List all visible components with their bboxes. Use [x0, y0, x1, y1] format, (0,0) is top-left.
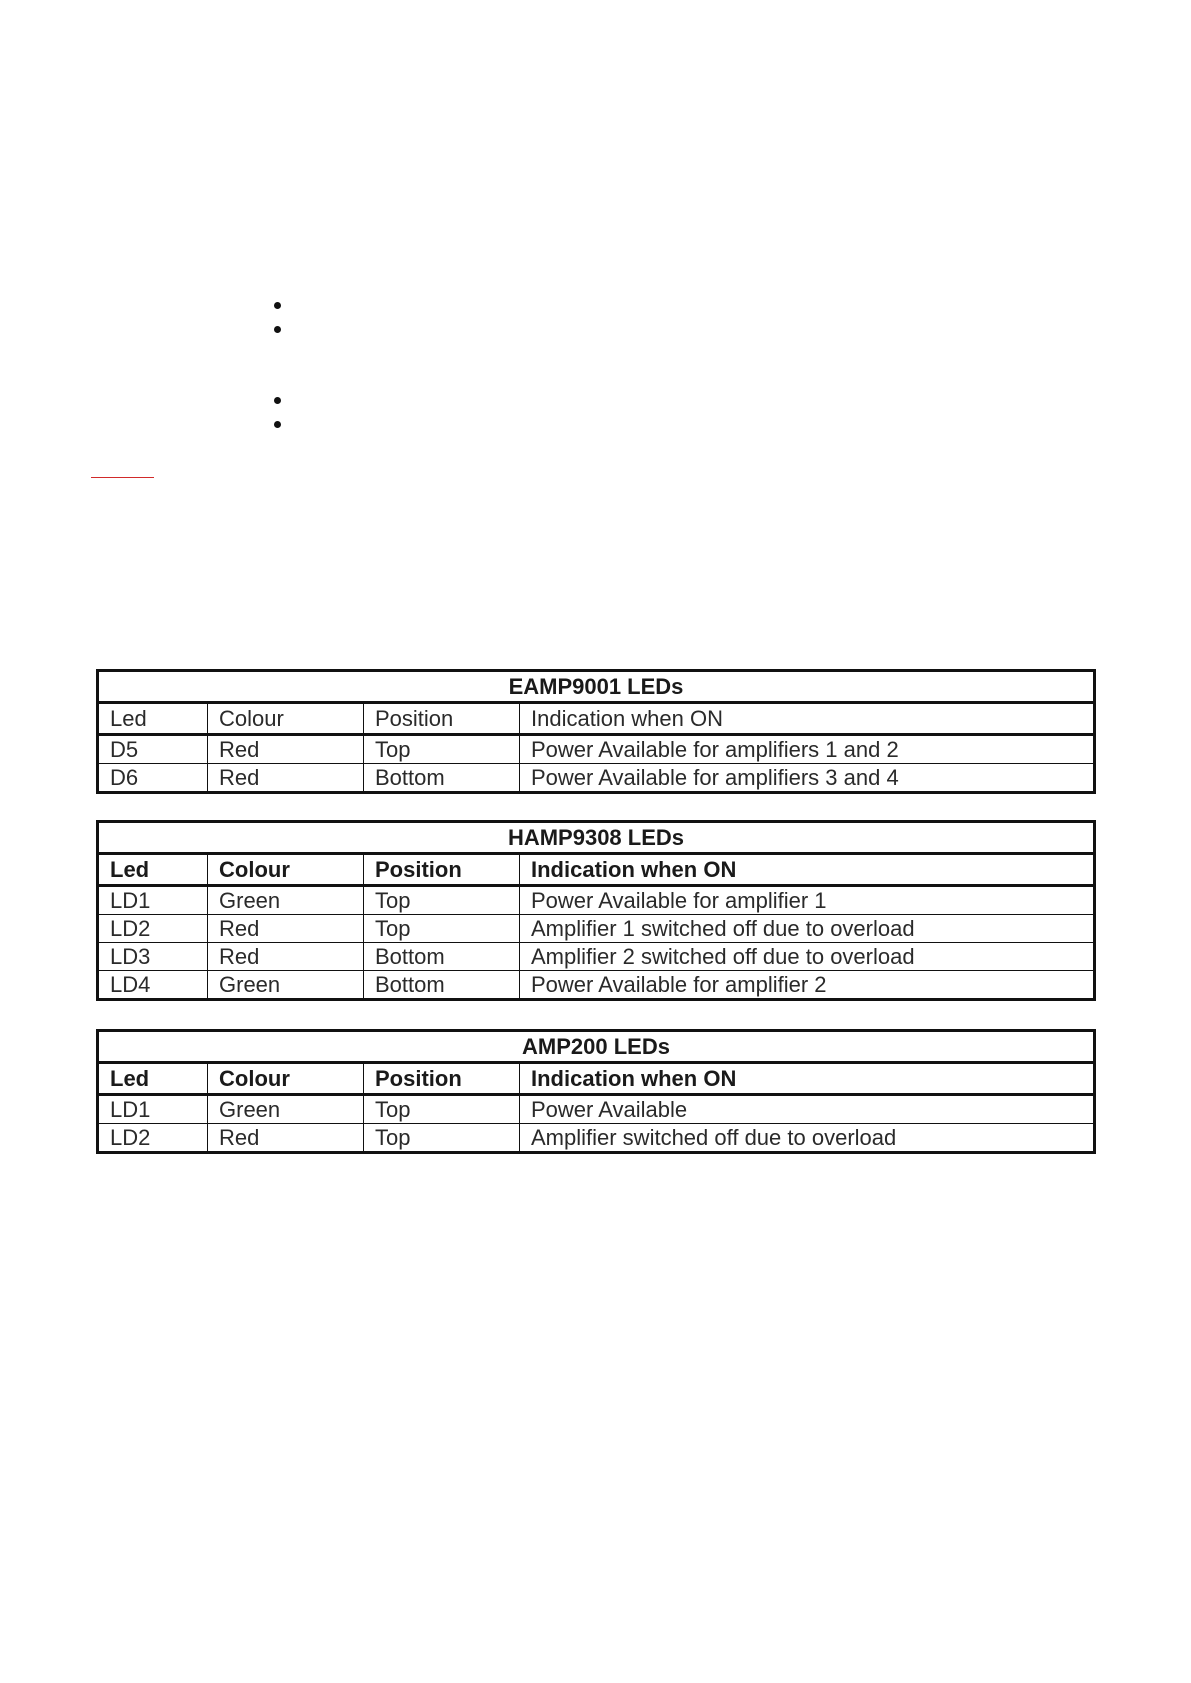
cell-position: Top	[364, 1124, 520, 1153]
hamp9308-led-table	[96, 820, 1096, 1001]
bullet-point	[274, 397, 281, 404]
cell-indication: Power Available	[520, 1095, 1095, 1124]
table-row	[98, 1095, 1095, 1124]
cell-led: LD2	[98, 1124, 208, 1153]
column-header-indication: Indication when ON	[520, 703, 1095, 735]
column-header-colour: Colour	[208, 854, 364, 886]
cell-led: LD1	[98, 886, 208, 915]
column-header-led: Led	[98, 1063, 208, 1095]
cell-led: LD1	[98, 1095, 208, 1124]
column-header-position: Position	[364, 1063, 520, 1095]
column-header-colour: Colour	[208, 703, 364, 735]
table-header-row	[98, 703, 1095, 735]
cell-indication: Power Available for amplifiers 1 and 2	[520, 735, 1095, 764]
table-title: AMP200 LEDs	[98, 1031, 1095, 1063]
red-underline-mark	[91, 477, 154, 478]
cell-led: D6	[98, 764, 208, 793]
cell-indication: Amplifier 1 switched off due to overload	[520, 915, 1095, 943]
cell-colour: Green	[208, 1095, 364, 1124]
table-row	[98, 1124, 1095, 1153]
cell-position: Top	[364, 915, 520, 943]
column-header-position: Position	[364, 703, 520, 735]
cell-colour: Red	[208, 1124, 364, 1153]
cell-colour: Green	[208, 971, 364, 1000]
column-header-colour: Colour	[208, 1063, 364, 1095]
cell-colour: Red	[208, 943, 364, 971]
cell-led: LD3	[98, 943, 208, 971]
cell-colour: Red	[208, 764, 364, 793]
amp200-led-table	[96, 1029, 1096, 1154]
cell-colour: Red	[208, 735, 364, 764]
cell-indication: Power Available for amplifiers 3 and 4	[520, 764, 1095, 793]
cell-position: Top	[364, 735, 520, 764]
column-header-led: Led	[98, 703, 208, 735]
cell-position: Top	[364, 1095, 520, 1124]
cell-indication: Amplifier 2 switched off due to overload	[520, 943, 1095, 971]
table-header-row	[98, 854, 1095, 886]
cell-position: Bottom	[364, 764, 520, 793]
cell-colour: Red	[208, 915, 364, 943]
cell-indication: Power Available for amplifier 1	[520, 886, 1095, 915]
table-row	[98, 943, 1095, 971]
cell-position: Bottom	[364, 943, 520, 971]
bullet-point	[274, 421, 281, 428]
column-header-indication: Indication when ON	[520, 854, 1095, 886]
cell-position: Bottom	[364, 971, 520, 1000]
table-header-row	[98, 1063, 1095, 1095]
cell-position: Top	[364, 886, 520, 915]
cell-led: LD4	[98, 971, 208, 1000]
table-row	[98, 764, 1095, 793]
table-title: EAMP9001 LEDs	[98, 671, 1095, 703]
column-header-position: Position	[364, 854, 520, 886]
bullet-point	[274, 302, 281, 309]
table-row	[98, 886, 1095, 915]
cell-indication: Amplifier switched off due to overload	[520, 1124, 1095, 1153]
cell-colour: Green	[208, 886, 364, 915]
table-row	[98, 971, 1095, 1000]
cell-led: LD2	[98, 915, 208, 943]
eamp9001-led-table	[96, 669, 1096, 794]
cell-led: D5	[98, 735, 208, 764]
table-row	[98, 915, 1095, 943]
table-title: HAMP9308 LEDs	[98, 822, 1095, 854]
table-row	[98, 735, 1095, 764]
bullet-point	[274, 326, 281, 333]
column-header-led: Led	[98, 854, 208, 886]
column-header-indication: Indication when ON	[520, 1063, 1095, 1095]
cell-indication: Power Available for amplifier 2	[520, 971, 1095, 1000]
